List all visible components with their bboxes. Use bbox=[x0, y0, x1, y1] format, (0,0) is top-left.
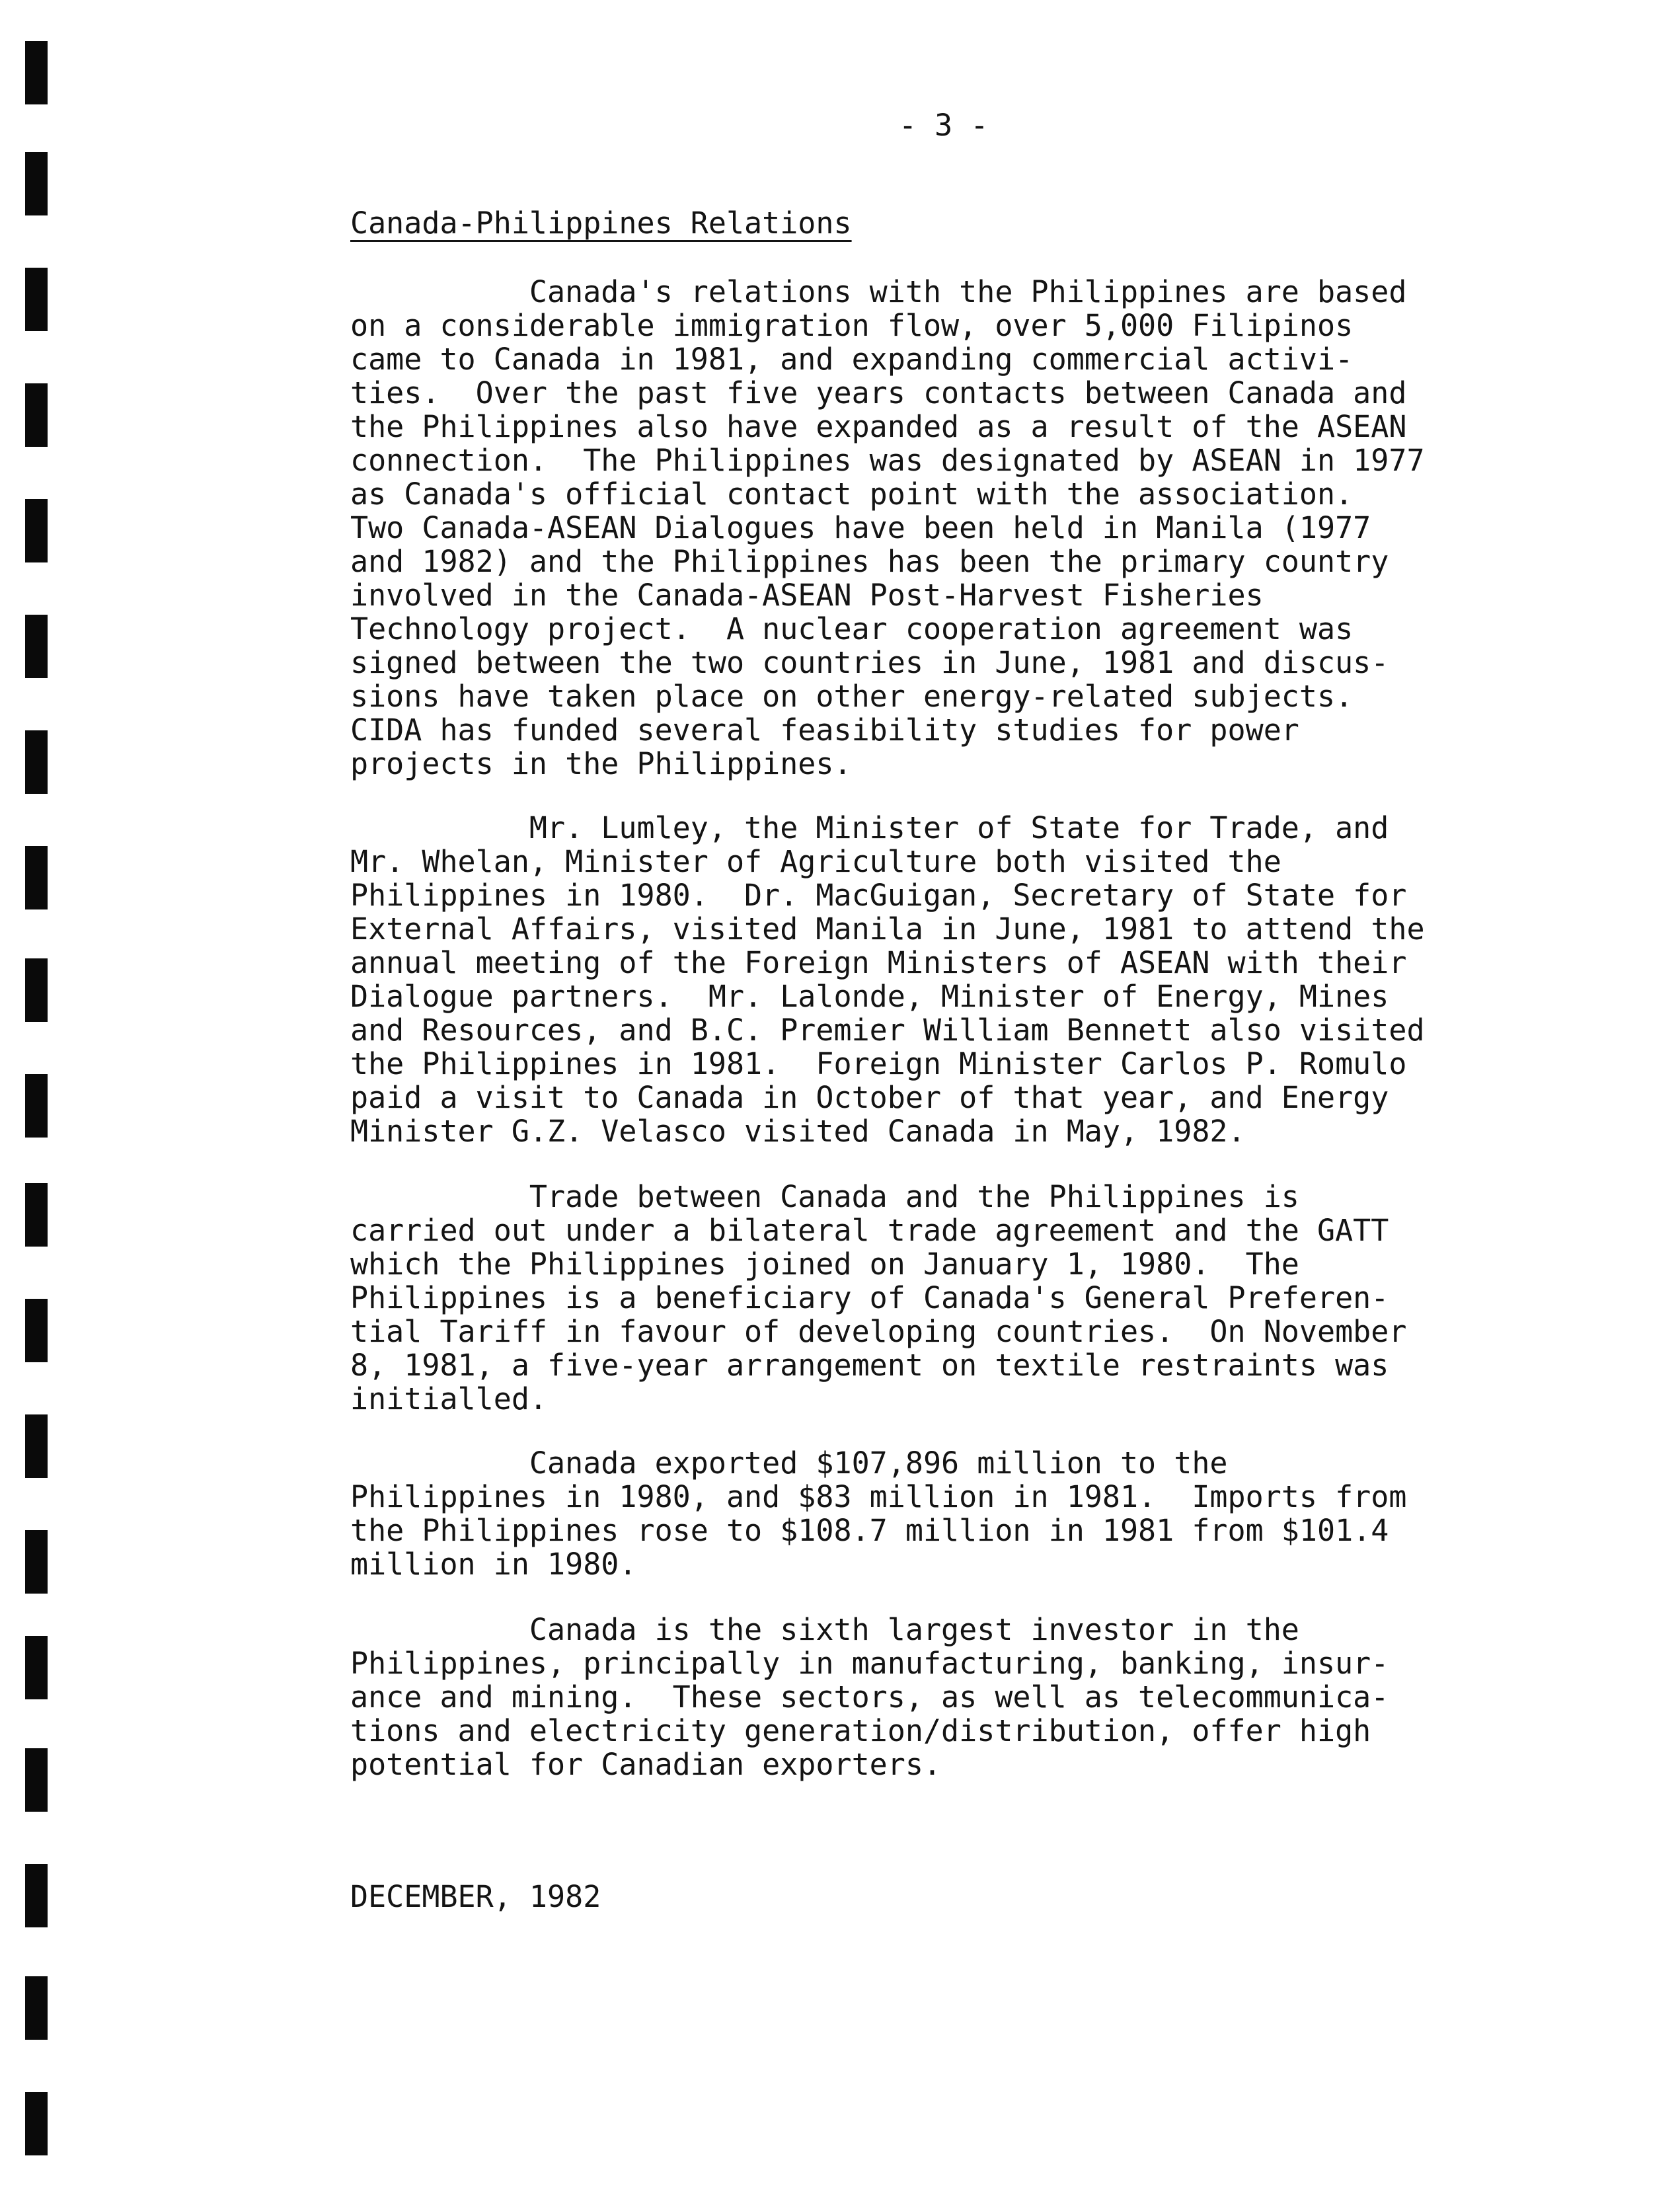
binding-mark bbox=[25, 1299, 48, 1362]
text-line: Philippines in 1980, and $83 million in 1981. Imports from bbox=[350, 1479, 1407, 1514]
text-line: projects in the Philippines. bbox=[350, 746, 852, 781]
binding-mark bbox=[25, 1530, 48, 1594]
text-line: Philippines in 1980. Dr. MacGuigan, Secretary of State for bbox=[350, 878, 1407, 913]
text-line: came to Canada in 1981, and expanding commercial activi- bbox=[350, 342, 1354, 377]
text-line: million in 1980. bbox=[350, 1547, 637, 1582]
text-line: Mr. Whelan, Minister of Agriculture both visited the bbox=[350, 844, 1281, 879]
binding-mark bbox=[25, 1074, 48, 1138]
binding-mark bbox=[25, 1414, 48, 1478]
text-line: Philippines is a beneficiary of Canada's General Preferen- bbox=[350, 1280, 1389, 1315]
text-line: and Resources, and B.C. Premier William Bennett also visited bbox=[350, 1013, 1425, 1048]
binding-mark bbox=[25, 615, 48, 678]
binding-mark bbox=[25, 268, 48, 331]
text-line: carried out under a bilateral trade agreement and the GATT bbox=[350, 1213, 1389, 1248]
text-line: which the Philippines joined on January 1, 1980. The bbox=[350, 1247, 1299, 1282]
text-line: and 1982) and the Philippines has been the primary country bbox=[350, 544, 1389, 579]
text-line: annual meeting of the Foreign Ministers of ASEAN with their bbox=[350, 945, 1407, 980]
text-line: Technology project. A nuclear cooperation agreement was bbox=[350, 611, 1354, 646]
paragraph-ministerial-visits bbox=[350, 811, 1606, 1148]
text-line: ties. Over the past five years contacts between Canada and bbox=[350, 375, 1407, 410]
text-line: CIDA has funded several feasibility studies for power bbox=[350, 713, 1299, 748]
text-line: initialled. bbox=[350, 1381, 548, 1416]
paragraph-trade-agreement bbox=[350, 1180, 1606, 1416]
text-line: signed between the two countries in June, 1981 and discus- bbox=[350, 645, 1389, 680]
binding-mark bbox=[25, 2092, 48, 2155]
text-line: Canada's relations with the Philippines are based bbox=[350, 274, 1407, 309]
binding-mark bbox=[25, 152, 48, 215]
binding-mark bbox=[25, 1976, 48, 2040]
section-heading: Canada-Philippines Relations bbox=[350, 206, 852, 241]
binding-mark bbox=[25, 1636, 48, 1699]
text-line: Trade between Canada and the Philippines is bbox=[350, 1179, 1299, 1214]
text-line: Two Canada-ASEAN Dialogues have been held in Manila (1977 bbox=[350, 510, 1371, 545]
text-line: Canada exported $107,896 million to the bbox=[350, 1446, 1228, 1481]
binding-mark bbox=[25, 383, 48, 447]
text-line: Canada is the sixth largest investor in the bbox=[350, 1612, 1299, 1647]
binding-mark bbox=[25, 846, 48, 909]
text-line: Mr. Lumley, the Minister of State for Trade, and bbox=[350, 810, 1389, 845]
binding-mark bbox=[25, 730, 48, 794]
text-line: sions have taken place on other energy-related subjects. bbox=[350, 679, 1354, 714]
text-line: paid a visit to Canada in October of that year, and Energy bbox=[350, 1080, 1389, 1115]
text-line: Dialogue partners. Mr. Lalonde, Minister of Energy, Mines bbox=[350, 979, 1389, 1014]
binding-mark bbox=[25, 1183, 48, 1247]
text-line: tial Tariff in favour of developing countries. On November bbox=[350, 1314, 1407, 1349]
text-line: Philippines, principally in manufacturing, banking, insur- bbox=[350, 1646, 1389, 1681]
paragraph-relations bbox=[350, 275, 1606, 781]
binding-mark bbox=[25, 1748, 48, 1812]
text-line: Minister G.Z. Velasco visited Canada in May, 1982. bbox=[350, 1114, 1246, 1149]
binding-mark bbox=[25, 41, 48, 104]
binding-mark bbox=[25, 1864, 48, 1927]
text-line: as Canada's official contact point with the association. bbox=[350, 477, 1354, 512]
binding-mark bbox=[25, 958, 48, 1022]
text-line: connection. The Philippines was designated by ASEAN in 1977 bbox=[350, 443, 1425, 478]
binding-mark bbox=[25, 499, 48, 562]
text-line: External Affairs, visited Manila in June, 1981 to attend the bbox=[350, 911, 1425, 947]
text-line: the Philippines in 1981. Foreign Minister Carlos P. Romulo bbox=[350, 1046, 1407, 1081]
page-number: - 3 - bbox=[899, 108, 989, 143]
text-line: tions and electricity generation/distribution, offer high bbox=[350, 1713, 1371, 1748]
text-line: 8, 1981, a five-year arrangement on textile restraints was bbox=[350, 1348, 1389, 1383]
text-line: ance and mining. These sectors, as well as telecommunica- bbox=[350, 1680, 1389, 1715]
text-line: the Philippines rose to $108.7 million in 1981 from $101.4 bbox=[350, 1513, 1389, 1548]
paragraph-investment bbox=[350, 1613, 1606, 1781]
text-line: the Philippines also have expanded as a result of the ASEAN bbox=[350, 409, 1407, 444]
text-line: on a considerable immigration flow, over 5,000 Filipinos bbox=[350, 308, 1354, 343]
text-line: potential for Canadian exporters. bbox=[350, 1747, 942, 1782]
document-date: DECEMBER, 1982 bbox=[350, 1879, 601, 1914]
paragraph-trade-figures bbox=[350, 1446, 1606, 1581]
text-line: involved in the Canada-ASEAN Post-Harvest Fisheries bbox=[350, 578, 1264, 613]
